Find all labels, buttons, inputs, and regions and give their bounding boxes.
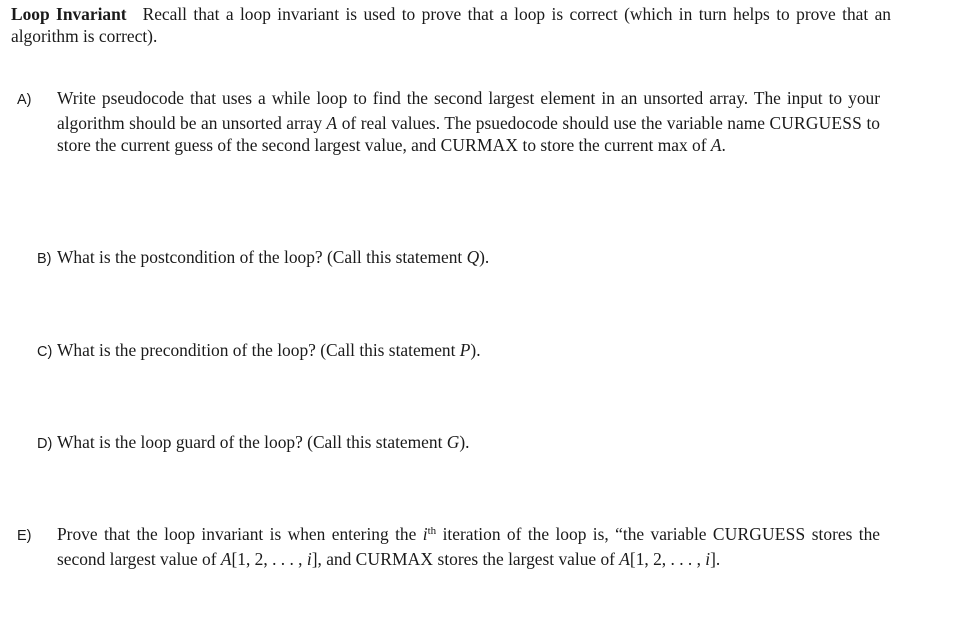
math-var: P (459, 340, 471, 360)
math-var: i (705, 548, 711, 569)
math-var: i (306, 548, 312, 569)
question-c: C) What is the precondition of the loop? (Call this statement P). (37, 339, 880, 364)
question-e: E) Prove that the loop invariant is when entering the $i^{th}$ iteration of the loop is, “the variable CURGUESS stores the second largest value of A[1, 2, . . . , i], and CURMAX stores the largest value of A[1, 2, . . . , i]. (17, 524, 881, 569)
question-a: A) Write pseudocode that uses a while loop to find the second largest element in an unsorted array. The input to your algorithm should be an unsorted array A of real values. The psuedocode should use the variable name CURGUESS to store the current guess of the second largest value, and CURMAX to store the current max of A. (17, 88, 880, 155)
section-heading: Loop Invariant (11, 4, 127, 24)
variable-name: CURMAX (440, 135, 519, 155)
question-letter: C) (37, 344, 53, 360)
math-var: A (710, 135, 722, 155)
question-letter: A) (17, 92, 32, 108)
variable-name: CURMAX (355, 548, 434, 569)
math-var: A (619, 548, 630, 569)
variable-name: CURGUESS (769, 112, 862, 133)
question-letter: E) (17, 528, 32, 544)
intro-paragraph (11, 3, 891, 47)
variable-name: CURGUESS (712, 524, 806, 544)
question-b: B) What is the postcondition of the loop? (Call this statement Q). (37, 246, 880, 271)
superscript: th (427, 525, 437, 537)
math-var: A (220, 548, 232, 569)
question-letter: D) (37, 436, 53, 452)
math-var: A (326, 112, 338, 133)
question-d: D) What is the loop guard of the loop? (Call this statement G). (37, 431, 880, 456)
intro-text: Recall that a loop invariant is used to prove that a loop is correct (which in turn helps to prove that an algorithm is correct). (11, 4, 891, 46)
math-var: G (446, 432, 460, 452)
math-var: i (422, 524, 428, 544)
question-letter: B) (37, 251, 52, 267)
math-var: Q (466, 247, 480, 267)
